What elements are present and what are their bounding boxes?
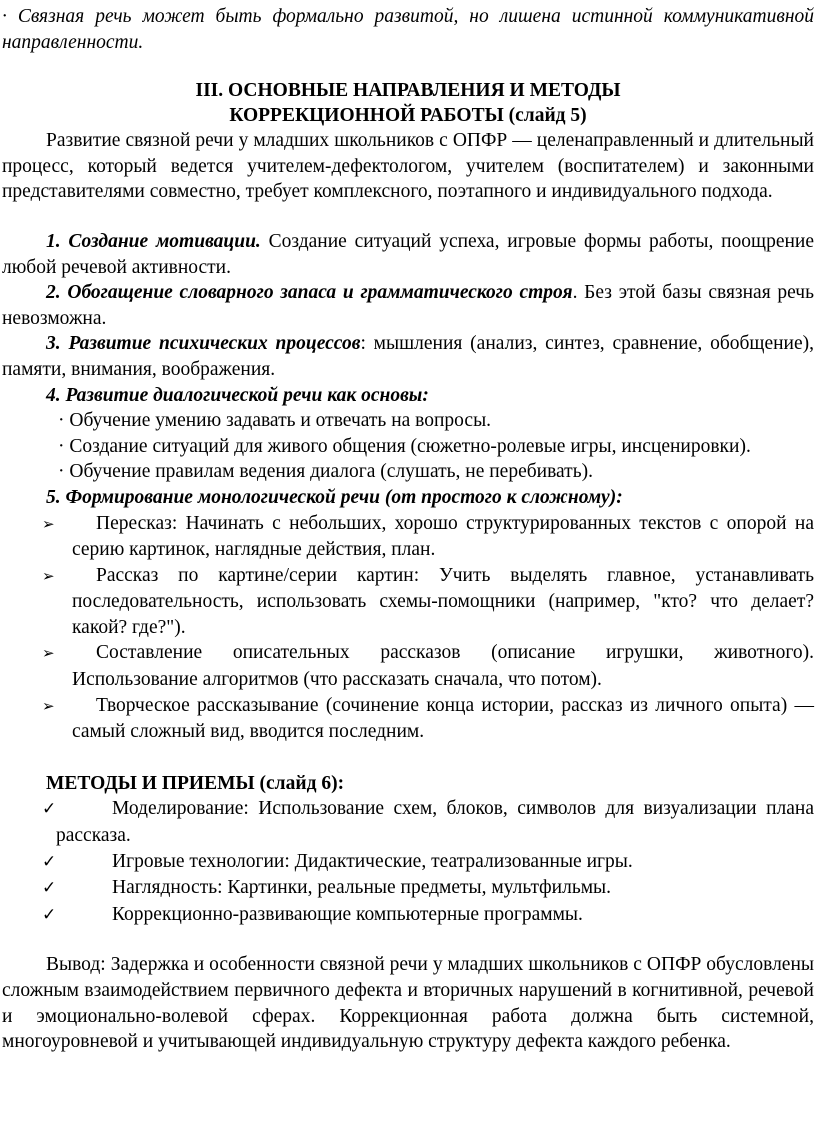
method-item-4: ✓ Коррекционно-развивающие компьютерные программы. <box>0 902 816 929</box>
conclusion-paragraph: Вывод: Задержка и особенности связной речи у младших школьников с ОПФР обусловлены сложным взаимодействием первичного дефекта и вторичных нарушений в когнитивной, речевой и эмоционально-волевой сферах. Коррекционная работа должна быть системной, многоуровневой и учитывающей индивидуальную структуру дефекта каждого ребенка. <box>2 954 814 1053</box>
section-paragraph: Развитие связной речи у младших школьников с ОПФР — целенаправленный и длительный процесс, который ведется учителем-дефектологом, учителем (воспитателем) и законными представителями совместно, требует комплексного, поэтапного и индивидуального подхода. <box>2 130 814 203</box>
intro-paragraph: · Связная речь может быть формально развитой, но лишена истинной коммуникативной направленности. <box>2 6 814 53</box>
list-item-1: 1. Создание мотивации. Создание ситуаций успеха, игровые формы работы, поощрение любой речевой активности. <box>2 230 815 278</box>
mono-item-4: ➢ Творческое рассказывание (сочинение конца истории, рассказ из личного опыта) — самый сложный вид, вводится последним. <box>0 693 816 745</box>
method-item-2: ✓ Игровые технологии: Дидактические, театрализованные игры. <box>0 849 816 876</box>
arrow-bullet-icon: ➢ <box>42 566 55 585</box>
checkmark-icon: ✓ <box>42 904 57 925</box>
arrow-bullet-icon: ➢ <box>42 514 55 533</box>
section-heading-line-2: КОРРЕКЦИОННОЙ РАБОТЫ (слайд 5) <box>229 104 587 126</box>
checkmark-icon: ✓ <box>42 878 57 899</box>
list-item-3: 3. Развитие психических процессов: мышления (анализ, синтез, сравнение, обобщение), памяти, внимания, воображения. <box>2 333 814 380</box>
checkmark-icon: ✓ <box>42 851 57 872</box>
checkmark-icon: ✓ <box>42 799 57 820</box>
dialog-bullet-1: · Обучение умению задавать и отвечать на вопросы. <box>58 410 492 432</box>
arrow-bullet-icon: ➢ <box>42 644 55 663</box>
methods-heading: МЕТОДЫ И ПРИЕМЫ (слайд 6): <box>46 772 345 794</box>
method-item-1: ✓ Моделирование: Использование схем, блоков, символов для визуализации плана рассказа. <box>0 796 816 848</box>
method-item-3: ✓ Наглядность: Картинки, реальные предметы, мультфильмы. <box>0 875 816 902</box>
mono-item-1: ➢ Пересказ: Начинать с небольших, хорошо структурированных текстов с опорой на серию картинок, наглядные действия, план. <box>0 511 816 563</box>
dialog-bullet-2: · Создание ситуаций для живого общения (сюжетно-ролевые игры, инсценировки). <box>58 435 751 457</box>
arrow-bullet-icon: ➢ <box>42 696 55 715</box>
list-item-5: 5. Формирование монологической речи (от простого к сложному): <box>46 486 623 508</box>
list-item-4: 4. Развитие диалогической речи как основы: <box>46 384 429 406</box>
section-heading-line-1: III. ОСНОВНЫЕ НАПРАВЛЕНИЯ И МЕТОДЫ <box>195 80 621 102</box>
list-item-2: 2. Обогащение словарного запаса и грамматического строя. Без этой базы связная речь невозможна. <box>2 282 815 329</box>
mono-item-3: ➢ Составление описательных рассказов (описание игрушки, животного). Использование алгоритмов (что рассказать сначала, что потом). <box>0 640 816 692</box>
section-heading <box>0 79 816 128</box>
mono-item-2: ➢ Рассказ по картине/серии картин: Учить выделять главное, устанавливать последовательность, использовать схемы-помощники (например, "кто? что делает? какой? где?"). <box>0 563 816 641</box>
dialog-bullet-3: · Обучение правилам ведения диалога (слушать, не перебивать). <box>58 461 593 483</box>
